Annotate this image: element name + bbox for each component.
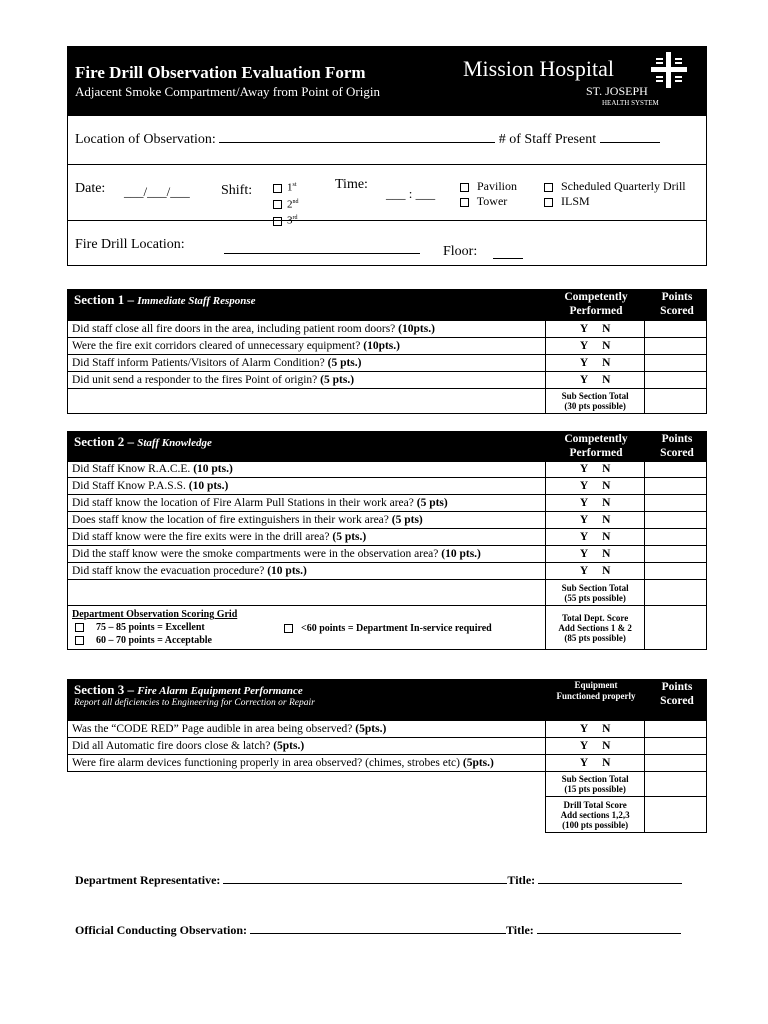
floor-field[interactable] [493, 257, 523, 259]
question-cell: Did Staff inform Patients/Visitors of Alarm Condition? (5 pts.) [68, 355, 546, 372]
drill-total-possible: (100 pts possible) [562, 819, 629, 830]
section1-table [67, 320, 707, 414]
question-cell: Were the fire exit corridors cleared of unnecessary equipment? (10pts.) [68, 338, 546, 355]
subtotal-label: Sub Section Total [561, 391, 629, 401]
official-title-field[interactable] [537, 932, 681, 934]
table-row [68, 355, 707, 372]
org-sub1: ST. JOSEPH [586, 84, 648, 98]
question-cell: Did all Automatic fire doors close & latch? (5pts.) [68, 738, 546, 755]
points-cell[interactable] [644, 755, 706, 772]
form-header [67, 46, 707, 116]
points-cell[interactable] [644, 738, 706, 755]
dept-rep-field[interactable] [223, 882, 507, 884]
official-field[interactable] [250, 932, 506, 934]
subtotal-cell[interactable] [644, 389, 706, 414]
section2-col-points: Points Scored [660, 433, 694, 459]
table-row [68, 563, 707, 580]
yes-no-cell[interactable]: Y N [546, 338, 644, 355]
points-cell[interactable] [644, 546, 706, 563]
points-cell[interactable] [644, 478, 706, 495]
checkbox-icon[interactable] [284, 624, 293, 633]
drill-total-cell[interactable] [644, 797, 706, 833]
subtotal-row [68, 580, 707, 606]
scoring-grid-title: Department Observation Scoring Grid [72, 609, 238, 620]
points-cell[interactable] [644, 563, 706, 580]
form-subtitle: Adjacent Smoke Compartment/Away from Point of Origin [75, 84, 380, 99]
subtotal-possible: (15 pts possible) [564, 784, 626, 794]
checkbox-icon[interactable] [460, 198, 469, 207]
points-cell[interactable] [644, 721, 706, 738]
section1-col-performed: Competently Performed [564, 291, 628, 317]
date-field[interactable]: ___/___/___ [124, 184, 190, 199]
question-cell: Did staff know were the fire exits were in the drill area? (5 pts.) [68, 529, 546, 546]
drill-total-add: Add sections 1,2,3 [560, 809, 630, 820]
subtotal-row [68, 389, 707, 414]
checkbox-icon[interactable] [273, 200, 282, 209]
points-cell[interactable] [644, 495, 706, 512]
total-add: Add Sections 1 & 2 [558, 622, 632, 633]
yes-no-cell[interactable]: Y N [546, 355, 644, 372]
yes-no-cell[interactable]: Y N [546, 478, 644, 495]
grid-acceptable: 60 – 70 points = Acceptable [72, 634, 541, 647]
dept-rep-label: Department Representative: [75, 873, 221, 887]
question-cell: Was the “CODE RED” Page audible in area being observed? (5pts.) [68, 721, 546, 738]
question-cell: Did Staff Know R.A.C.E. (10 pts.) [68, 461, 546, 478]
section3-note: Report all deficiencies to Engineering for Correction or Repair [74, 698, 315, 708]
checkbox-icon[interactable] [544, 198, 553, 207]
yes-no-cell[interactable]: Y N [546, 721, 644, 738]
question-cell: Did staff know the evacuation procedure? (10 pts.) [68, 563, 546, 580]
section2-col-performed: Competently Performed [564, 433, 628, 459]
points-cell[interactable] [644, 338, 706, 355]
points-cell[interactable] [644, 372, 706, 389]
checkbox-icon[interactable] [460, 183, 469, 192]
section1-header: Section 1 – Immediate Staff Response Competently Performed Points Scored [67, 289, 707, 320]
subtotal-cell[interactable] [644, 580, 706, 606]
question-cell: Did the staff know were the smoke compartments were in the observation area? (10 pts.) [68, 546, 546, 563]
table-row [68, 721, 707, 738]
yes-no-cell[interactable]: Y N [546, 755, 644, 772]
table-row [68, 372, 707, 389]
points-cell[interactable] [644, 512, 706, 529]
location-label: Location of Observation: [75, 132, 216, 147]
table-row [68, 512, 707, 529]
staff-present-field[interactable] [600, 141, 660, 143]
yes-no-cell[interactable]: Y N [546, 529, 644, 546]
subtotal-possible: (30 pts possible) [564, 401, 626, 411]
total-possible: (85 pts possible) [564, 632, 626, 643]
table-row [68, 321, 707, 338]
points-cell[interactable] [644, 461, 706, 478]
yes-no-cell[interactable]: Y N [546, 563, 644, 580]
checkbox-icon[interactable] [75, 636, 84, 645]
pavilion-option[interactable]: Pavilion [460, 179, 517, 194]
points-cell[interactable] [644, 355, 706, 372]
drill-location-field[interactable] [224, 252, 420, 254]
table-row [68, 546, 707, 563]
yes-no-cell[interactable]: Y N [546, 372, 644, 389]
shift-2-option[interactable]: 2nd [273, 195, 299, 212]
points-cell[interactable] [644, 529, 706, 546]
table-row [68, 461, 707, 478]
drill-total-row [68, 797, 707, 833]
official-label: Official Conducting Observation: [75, 923, 248, 937]
dept-rep-title-label: Title: [507, 873, 536, 887]
floor-label: Floor: [443, 244, 478, 259]
total-label: Total Dept. Score [562, 612, 629, 623]
total-cell[interactable] [644, 606, 706, 650]
section3-col-functioned: Equipment Functioned properly [556, 680, 636, 701]
table-row [68, 738, 707, 755]
question-cell: Were fire alarm devices functioning properly in area observed? (chimes, strobes etc) (5pts.) [68, 755, 546, 772]
table-row [68, 338, 707, 355]
checkbox-icon[interactable] [273, 217, 282, 226]
question-cell: Did staff know the location of Fire Alarm Pull Stations in their work area? (5 pts) [68, 495, 546, 512]
shift-3-option[interactable]: 3rd [273, 211, 299, 228]
checkbox-icon[interactable] [75, 623, 84, 632]
time-label: Time: [335, 177, 368, 192]
grid-inservice: <60 points = Department In-service required [284, 622, 492, 635]
time-field[interactable]: ___ : ___ [386, 186, 436, 201]
subtotal-label: Sub Section Total [561, 774, 629, 784]
question-cell: Did staff close all fire doors in the area, including patient room doors? (10pts.) [68, 321, 546, 338]
tower-option[interactable]: Tower [460, 194, 517, 209]
section3-table [67, 720, 707, 833]
yes-no-cell[interactable]: Y N [546, 321, 644, 338]
question-cell: Does staff know the location of fire extinguishers in their work area? (5 pts) [68, 512, 546, 529]
section2-header: Section 2 – Staff Knowledge Competently Performed Points Scored [67, 431, 707, 462]
checkbox-icon[interactable] [273, 184, 282, 193]
shift-1-option[interactable]: 1st [273, 178, 299, 195]
shift-label: Shift: [221, 183, 253, 198]
date-label: Date: [75, 181, 106, 196]
yes-no-cell[interactable]: Y N [546, 495, 644, 512]
table-row [68, 478, 707, 495]
official-title-label: Title: [506, 923, 534, 937]
section2-table [67, 460, 707, 650]
grid-excellent: 75 – 85 points = Excellent [72, 621, 541, 634]
form-title: Fire Drill Observation Evaluation Form [75, 63, 366, 82]
section1-col-points: Points Scored [660, 291, 694, 317]
logo-cross-icon [651, 52, 687, 88]
org-sub2: HEALTH SYSTEM [602, 99, 659, 107]
subtotal-label: Sub Section Total [561, 582, 629, 593]
section3-header: Section 3 – Fire Alarm Equipment Performance Report all deficiencies to Engineering for Correction or Repair Equipment Functioned properly Points Scored [67, 679, 707, 720]
staff-present-label: # of Staff Present [498, 132, 597, 147]
table-row [68, 529, 707, 546]
yes-no-cell[interactable]: Y N [546, 461, 644, 478]
yes-no-cell[interactable]: Y N [546, 512, 644, 529]
section3-col-points: Points Scored [660, 681, 694, 707]
table-row [68, 495, 707, 512]
question-cell: Did Staff Know P.A.S.S. (10 pts.) [68, 478, 546, 495]
points-cell[interactable] [644, 321, 706, 338]
question-cell: Did unit send a responder to the fires Point of origin? (5 pts.) [68, 372, 546, 389]
yes-no-cell[interactable]: Y N [546, 546, 644, 563]
location-field[interactable] [219, 141, 495, 143]
dept-rep-title-field[interactable] [538, 882, 682, 884]
total-row [68, 606, 707, 650]
ilsm-option[interactable]: ILSM [544, 194, 686, 209]
drill-total-label: Drill Total Score [563, 799, 627, 810]
subtotal-row [68, 772, 707, 797]
scheduled-drill-option[interactable]: Scheduled Quarterly Drill [544, 179, 686, 194]
org-name: Mission Hospital [463, 56, 614, 81]
table-row [68, 755, 707, 772]
info-box [67, 115, 707, 266]
checkbox-icon[interactable] [544, 183, 553, 192]
yes-no-cell[interactable]: Y N [546, 738, 644, 755]
subtotal-possible: (55 pts possible) [564, 592, 626, 603]
drill-location-label: Fire Drill Location: [75, 237, 185, 252]
subtotal-cell[interactable] [644, 772, 706, 797]
